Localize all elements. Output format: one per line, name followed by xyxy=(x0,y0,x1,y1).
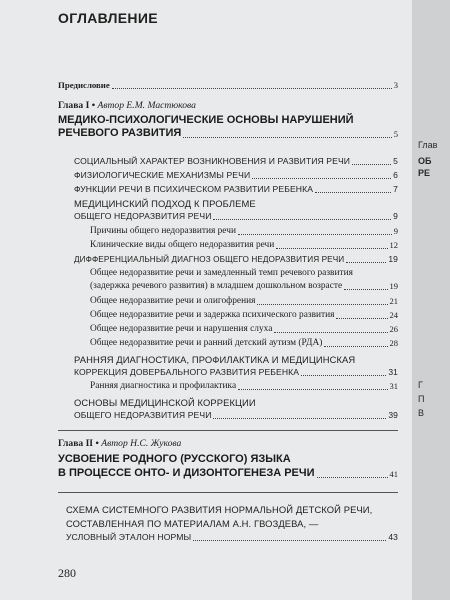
toc-entry-label: Клинические виды общего недоразвития речи xyxy=(90,240,275,250)
toc-entry-label: КОРРЕКЦИЯ ДОВЕРБАЛЬНОГО РАЗВИТИЯ РЕБЕНКА xyxy=(74,367,300,377)
toc-entry-subsection[interactable] xyxy=(90,381,398,392)
dot-leader xyxy=(112,88,392,89)
toc-entry-label: Причины общего недоразвития речи xyxy=(90,226,236,236)
toc-page-number: 26 xyxy=(389,324,398,334)
toc-page-number: 24 xyxy=(389,310,398,320)
chapter-divider xyxy=(58,492,398,493)
toc-entry-label: УСЛОВНЫЙ ЭТАЛОН НОРМЫ xyxy=(66,532,192,542)
toc-page-number: 19 xyxy=(388,254,398,264)
toc-page-number: 41 xyxy=(389,469,398,479)
toc-scheme-line1: СХЕМА СИСТЕМНОГО РАЗВИТИЯ НОРМАЛЬНОЙ ДЕТСКОЙ РЕЧИ, xyxy=(66,504,373,515)
dot-leader xyxy=(276,248,387,249)
toc-entry-label: ОБЩЕГО НЕДОРАЗВИТИЯ РЕЧИ xyxy=(74,410,212,420)
toc-entry-section[interactable] xyxy=(74,170,398,181)
page-number: 280 xyxy=(58,566,76,580)
bullet-separator: • xyxy=(91,100,96,111)
page-title: ОГЛАВЛЕНИЕ xyxy=(58,10,158,26)
toc-entry-label: ФУНКЦИИ РЕЧИ В ПСИХИЧЕСКОМ РАЗВИТИИ РЕБЕНКА xyxy=(74,184,314,194)
chapter-2-title-line2: В ПРОЦЕССЕ ОНТО- И ДИЗОНТОГЕНЕЗА РЕЧИ xyxy=(58,467,315,479)
dot-leader xyxy=(183,137,391,138)
dot-leader xyxy=(317,477,388,478)
toc-page-number: 6 xyxy=(393,170,398,180)
dot-leader xyxy=(238,389,387,390)
toc-entry-section[interactable] xyxy=(74,410,398,421)
toc-page-number: 31 xyxy=(389,381,398,391)
dot-leader xyxy=(344,289,387,290)
dot-leader xyxy=(252,178,391,179)
toc-entry-subsection[interactable] xyxy=(90,338,398,349)
dot-leader xyxy=(193,540,386,541)
dot-leader xyxy=(346,262,386,263)
chapter-2-title-line1: УСВОЕНИЕ РОДНОГО (РУССКОГО) ЯЗЫКА xyxy=(58,453,291,465)
toc-page-number: 9 xyxy=(393,211,398,221)
toc-entry-label: Общее недоразвитие речи и нарушения слуха xyxy=(90,324,273,334)
toc-page-number: 9 xyxy=(393,226,398,236)
toc-entry-section[interactable] xyxy=(74,211,398,222)
toc-page-number: 39 xyxy=(388,410,398,420)
toc-entry-chapter-2-title[interactable] xyxy=(58,467,398,480)
toc-entry-subsection[interactable] xyxy=(90,296,398,307)
chapter-divider xyxy=(58,430,398,431)
toc-entry-label: Общее недоразвитие речи и ранний детский аутизм (РДА) xyxy=(90,338,323,348)
chapter-1-title-line2: РЕЧЕВОГО РАЗВИТИЯ xyxy=(58,127,182,139)
toc-entry-section[interactable] xyxy=(74,184,398,195)
toc-entry-section[interactable] xyxy=(74,367,398,378)
chapter-number: Глава II xyxy=(58,438,94,449)
chapter-author: Автор Н.С. Жукова xyxy=(101,438,182,449)
toc-entry-label: (задержка речевого развития) в младшем дошкольном возрасте xyxy=(90,281,343,291)
adjacent-page-edge xyxy=(412,0,450,600)
dot-leader xyxy=(315,192,391,193)
toc-entry-subsection[interactable] xyxy=(90,226,398,237)
toc-section-basics-line1: ОСНОВЫ МЕДИЦИНСКОЙ КОРРЕКЦИИ xyxy=(74,397,256,408)
chapter-1-heading xyxy=(58,100,196,111)
toc-page-number: 31 xyxy=(388,367,398,377)
toc-page-number: 3 xyxy=(393,80,398,90)
toc-entry-chapter-1-title[interactable] xyxy=(58,127,398,140)
dot-leader xyxy=(352,164,391,165)
toc-page-number: 12 xyxy=(389,240,398,250)
dot-leader xyxy=(301,375,386,376)
adjacent-page-text: ОБ xyxy=(418,156,432,166)
dot-leader xyxy=(213,418,386,419)
toc-entry-subsection[interactable] xyxy=(90,281,398,292)
dot-leader xyxy=(257,304,387,305)
toc-entry-subsection[interactable] xyxy=(90,310,398,321)
dot-leader xyxy=(213,219,391,220)
toc-entry-label: ОБЩЕГО НЕДОРАЗВИТИЯ РЕЧИ xyxy=(74,211,212,221)
toc-entry-label: Общее недоразвитие речи и задержка психического развития xyxy=(90,310,335,320)
toc-entry-section[interactable] xyxy=(74,156,398,167)
chapter-2-heading xyxy=(58,438,181,449)
dot-leader xyxy=(238,234,392,235)
toc-page-number: 5 xyxy=(393,129,398,139)
chapter-author: Автор Е.М. Мастюкова xyxy=(97,100,196,111)
toc-entry-label: Ранняя диагностика и профилактика xyxy=(90,381,237,391)
dot-leader xyxy=(336,318,387,319)
toc-entry-subsection[interactable] xyxy=(90,240,398,251)
adjacent-page-text: В xyxy=(418,408,425,418)
chapter-number: Глава I xyxy=(58,100,90,111)
toc-page-number: 43 xyxy=(388,532,398,542)
toc-entry-label: Общее недоразвитие речи и олигофрения xyxy=(90,296,256,306)
toc-entry-section[interactable] xyxy=(74,254,398,265)
toc-section-early-line1: РАННЯЯ ДИАГНОСТИКА, ПРОФИЛАКТИКА И МЕДИЦИНСКАЯ xyxy=(74,354,356,365)
dot-leader xyxy=(324,346,387,347)
toc-entry-label: ФИЗИОЛОГИЧЕСКИЕ МЕХАНИЗМЫ РЕЧИ xyxy=(74,170,251,180)
adjacent-page-text: РЕ xyxy=(418,168,431,178)
toc-entry-scheme[interactable] xyxy=(66,532,398,543)
adjacent-page-text: Глав xyxy=(418,140,438,150)
chapter-1-title-line1: МЕДИКО-ПСИХОЛОГИЧЕСКИЕ ОСНОВЫ НАРУШЕНИЙ xyxy=(58,114,354,126)
toc-page-number: 19 xyxy=(389,281,398,291)
toc-section-medical-line1: МЕДИЦИНСКИЙ ПОДХОД К ПРОБЛЕМЕ xyxy=(74,198,256,209)
toc-entry-label: ДИФФЕРЕНЦИАЛЬНЫЙ ДИАГНОЗ ОБЩЕГО НЕДОРАЗВИТИЯ РЕЧИ xyxy=(74,255,345,264)
adjacent-page-text: П xyxy=(418,394,425,404)
toc-page-number: 28 xyxy=(389,338,398,348)
toc-scheme-line2: СОСТАВЛЕННАЯ ПО МАТЕРИАЛАМ А.Н. ГВОЗДЕВА, — xyxy=(66,518,319,529)
toc-page-number: 21 xyxy=(389,296,398,306)
toc-entry-label: Предисловие xyxy=(58,80,110,90)
toc-entry-subsection[interactable] xyxy=(90,324,398,335)
dot-leader xyxy=(274,332,387,333)
toc-page-number: 5 xyxy=(393,156,398,166)
toc-entry-preface[interactable] xyxy=(58,80,398,91)
bullet-separator: • xyxy=(95,438,99,449)
toc-entry-label: СОЦИАЛЬНЫЙ ХАРАКТЕР ВОЗНИКНОВЕНИЯ И РАЗВИТИЯ РЕЧИ xyxy=(74,156,351,166)
adjacent-page-text: Г xyxy=(418,380,423,390)
toc-page-number: 7 xyxy=(393,184,398,194)
toc-subsection-delay-line1: Общее недоразвитие речи и замедленный темп речевого развития xyxy=(90,268,353,278)
